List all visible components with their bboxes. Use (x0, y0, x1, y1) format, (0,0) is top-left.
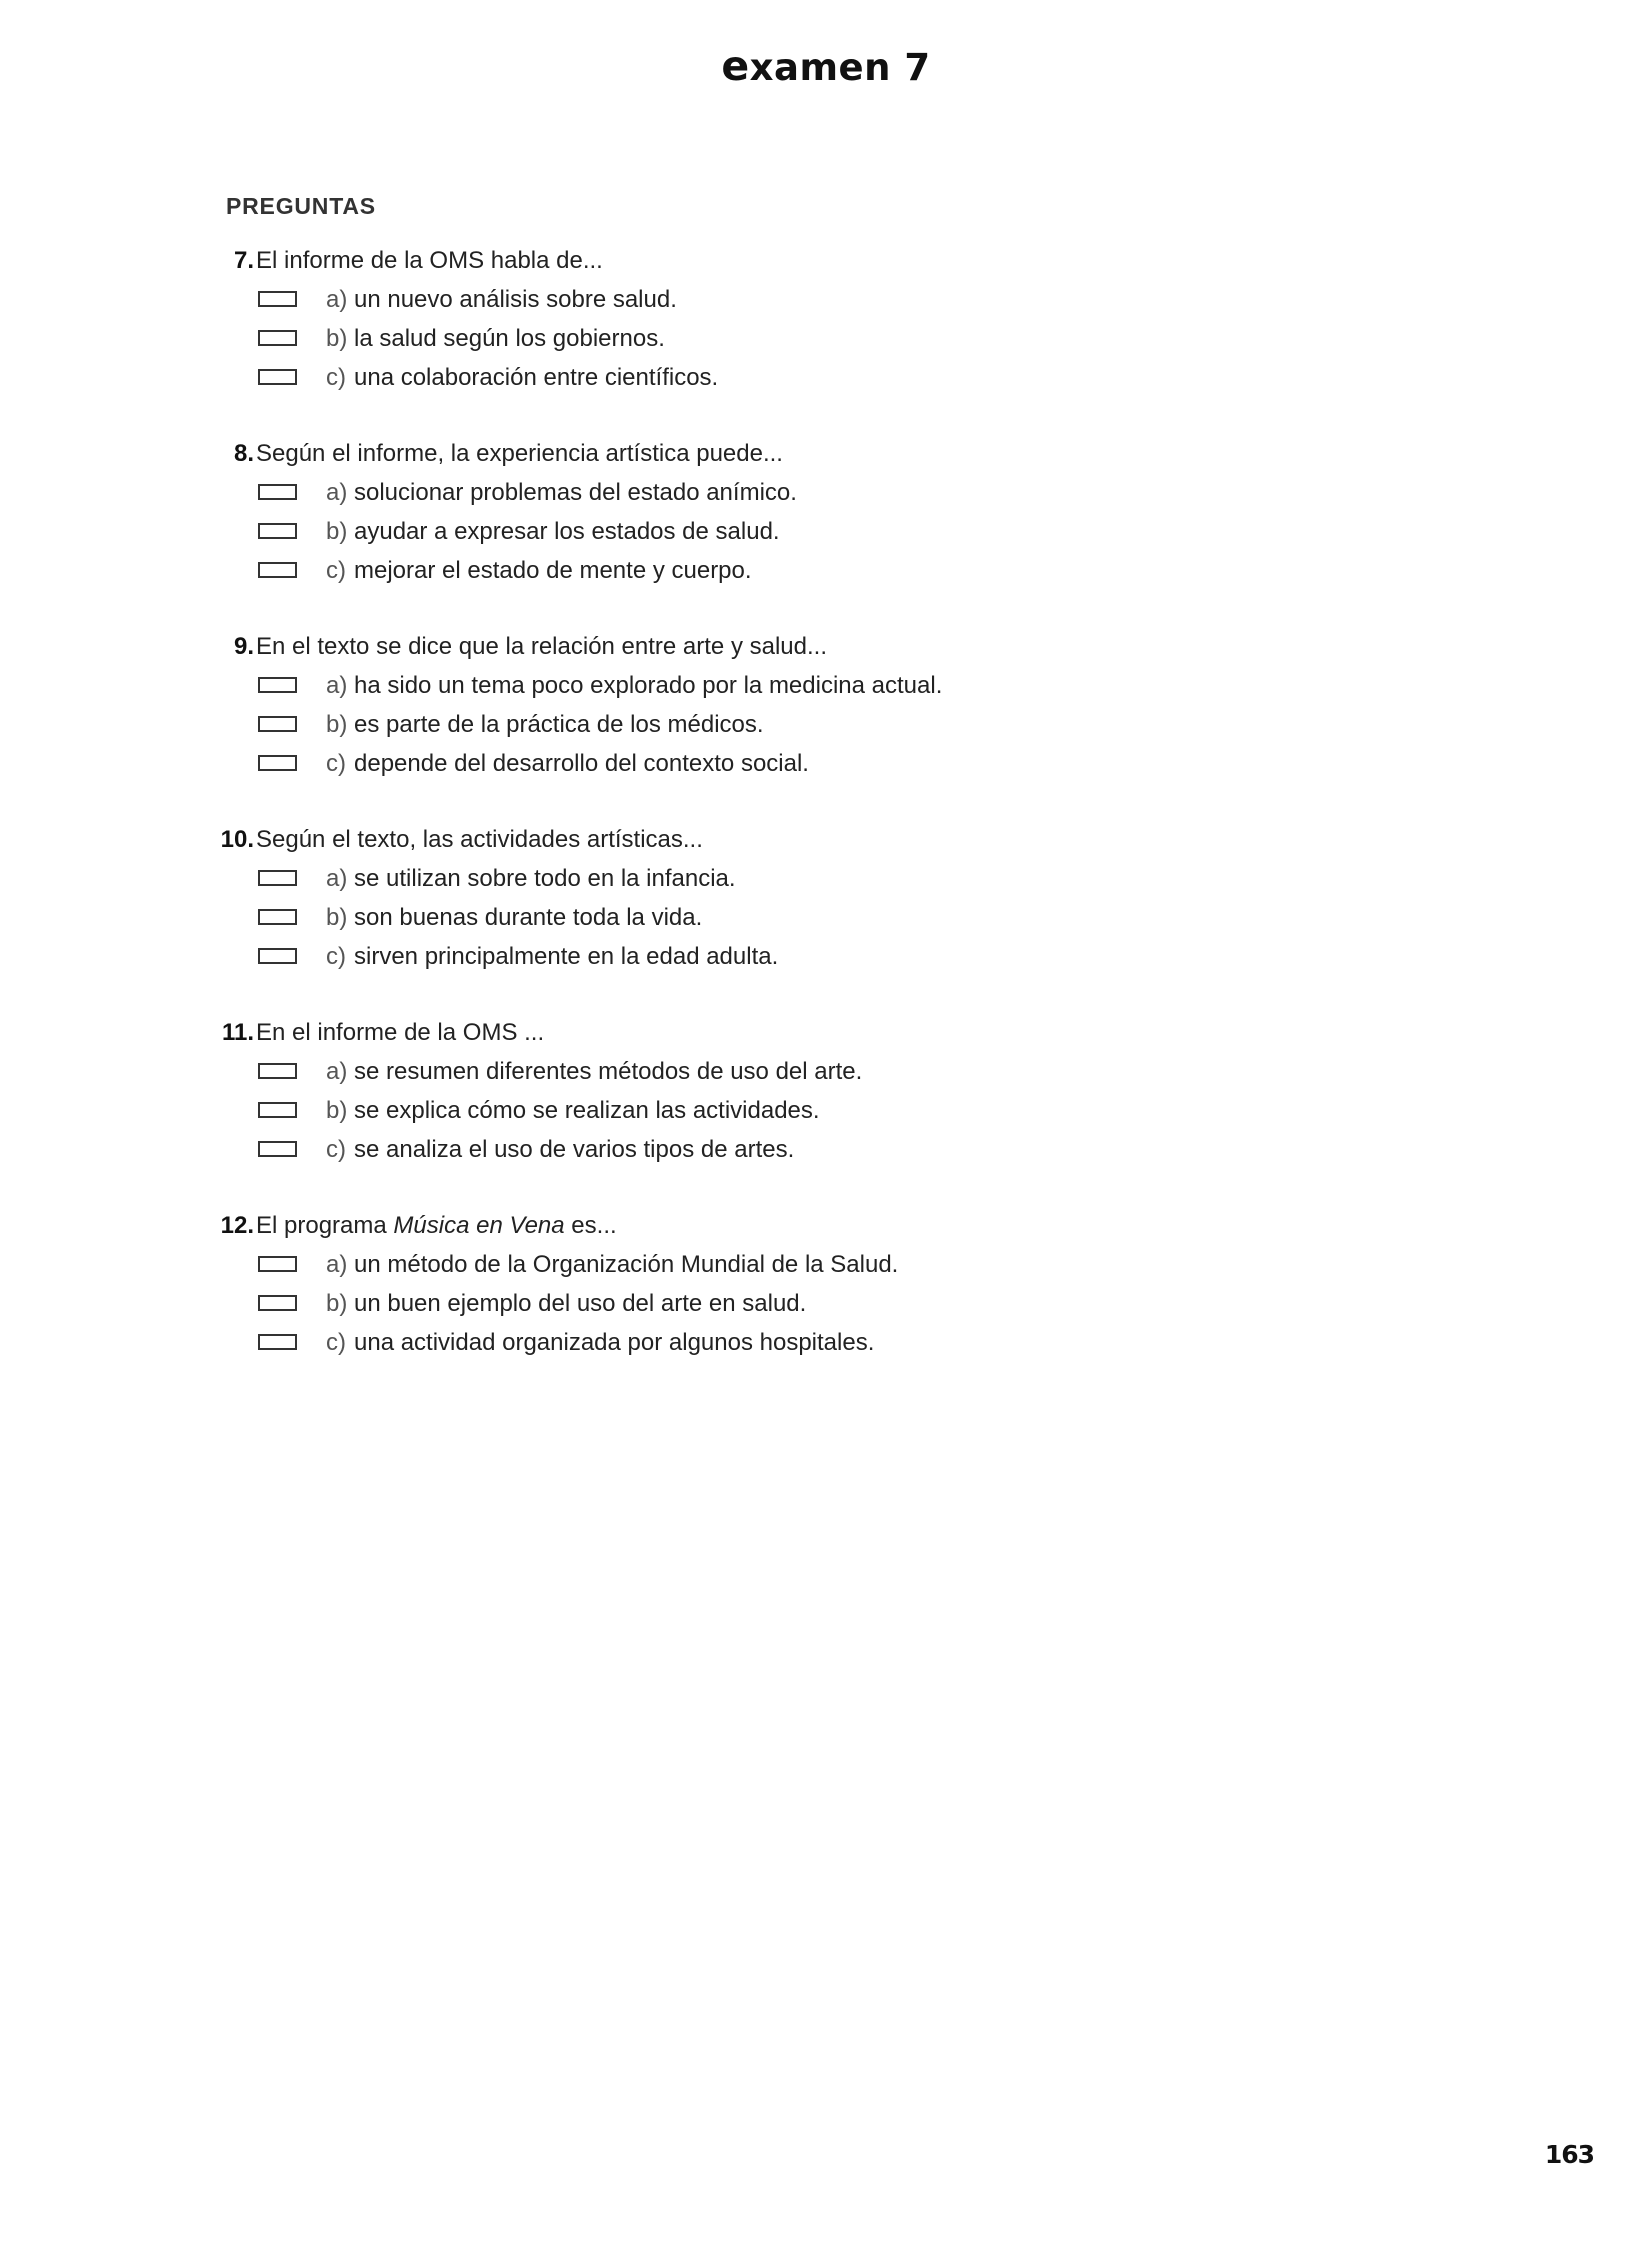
question-stem: Según el texto, las actividades artísticas... (256, 826, 703, 853)
answer-checkbox[interactable] (258, 330, 297, 346)
answer-checkbox[interactable] (258, 1102, 297, 1118)
option-letter: a) (326, 286, 348, 313)
question-number: 7. (233, 247, 254, 274)
answer-checkbox[interactable] (258, 562, 297, 578)
question-stem: En el informe de la OMS ... (256, 1019, 545, 1046)
page-title (0, 42, 1652, 90)
question-stem (256, 1208, 617, 1244)
option-letter: b) (326, 711, 348, 738)
question-11 (0, 1015, 1652, 1208)
answer-checkbox[interactable] (258, 948, 297, 964)
option-letter: c) (326, 364, 346, 391)
question-number: 12. (220, 1212, 254, 1239)
question-8 (0, 436, 1652, 629)
option-text: se resumen diferentes métodos de uso del arte. (354, 1058, 863, 1085)
option-text: se utilizan sobre todo en la infancia. (354, 865, 736, 892)
option-text: ha sido un tema poco explorado por la medicina actual. (354, 672, 943, 699)
answer-checkbox[interactable] (258, 523, 297, 539)
option-text: se analiza el uso de varios tipos de artes. (354, 1136, 795, 1163)
option-letter: a) (326, 865, 348, 892)
option-letter: b) (326, 904, 348, 931)
question-number: 9. (233, 633, 254, 660)
option-text: una colaboración entre científicos. (354, 364, 719, 391)
question-number: 8. (233, 440, 254, 467)
option-letter: a) (326, 479, 348, 506)
option-letter: a) (326, 672, 348, 699)
option-letter: b) (326, 1097, 348, 1124)
option-text: sirven principalmente en la edad adulta. (354, 943, 779, 970)
option-letter: c) (326, 1329, 346, 1356)
answer-checkbox[interactable] (258, 369, 297, 385)
option-letter: b) (326, 325, 348, 352)
stem-after: es... (571, 1212, 617, 1239)
option-text: la salud según los gobiernos. (354, 325, 665, 352)
option-letter: c) (326, 943, 346, 970)
answer-checkbox[interactable] (258, 1141, 297, 1157)
page-title-lead: e (721, 42, 750, 90)
question-stem: El informe de la OMS habla de... (256, 247, 603, 274)
question-12 (0, 1208, 1652, 1401)
question-stem: En el texto se dice que la relación entre arte y salud... (256, 633, 827, 660)
page-number: 163 (1544, 2140, 1594, 2169)
answer-checkbox[interactable] (258, 1063, 297, 1079)
question-9 (0, 629, 1652, 822)
question-stem: Según el informe, la experiencia artística puede... (256, 440, 783, 467)
question-list (0, 243, 1652, 1401)
question-10 (0, 822, 1652, 1015)
option-letter: a) (326, 1251, 348, 1278)
option-text: un nuevo análisis sobre salud. (354, 286, 677, 313)
answer-checkbox[interactable] (258, 870, 297, 886)
answer-checkbox[interactable] (258, 1256, 297, 1272)
page-title-rest: xamen 7 (749, 46, 931, 89)
option-text: un método de la Organización Mundial de la Salud. (354, 1251, 899, 1278)
answer-checkbox[interactable] (258, 291, 297, 307)
question-number: 11. (221, 1019, 254, 1046)
answer-checkbox[interactable] (258, 677, 297, 693)
answer-checkbox[interactable] (258, 484, 297, 500)
option-letter: b) (326, 518, 348, 545)
stem-before: El programa (256, 1212, 387, 1239)
option-text: depende del desarrollo del contexto social. (354, 750, 809, 777)
option-letter: a) (326, 1058, 348, 1085)
answer-checkbox[interactable] (258, 755, 297, 771)
program-title: Música en Vena (393, 1212, 565, 1239)
answer-checkbox[interactable] (258, 1295, 297, 1311)
option-text: solucionar problemas del estado anímico. (354, 479, 797, 506)
option-letter: b) (326, 1290, 348, 1317)
option-text: una actividad organizada por algunos hospitales. (354, 1329, 875, 1356)
option-letter: c) (326, 750, 346, 777)
option-text: se explica cómo se realizan las actividades. (354, 1097, 820, 1124)
option-text: mejorar el estado de mente y cuerpo. (354, 557, 752, 584)
answer-checkbox[interactable] (258, 909, 297, 925)
option-text: ayudar a expresar los estados de salud. (354, 518, 780, 545)
option-text: un buen ejemplo del uso del arte en salud. (354, 1290, 807, 1317)
question-7 (0, 243, 1652, 436)
option-text: son buenas durante toda la vida. (354, 904, 703, 931)
section-heading: PREGUNTAS (226, 193, 376, 219)
option-letter: c) (326, 1136, 346, 1163)
option-letter: c) (326, 557, 346, 584)
option-text: es parte de la práctica de los médicos. (354, 711, 764, 738)
question-number: 10. (220, 826, 254, 853)
answer-checkbox[interactable] (258, 1334, 297, 1350)
answer-checkbox[interactable] (258, 716, 297, 732)
